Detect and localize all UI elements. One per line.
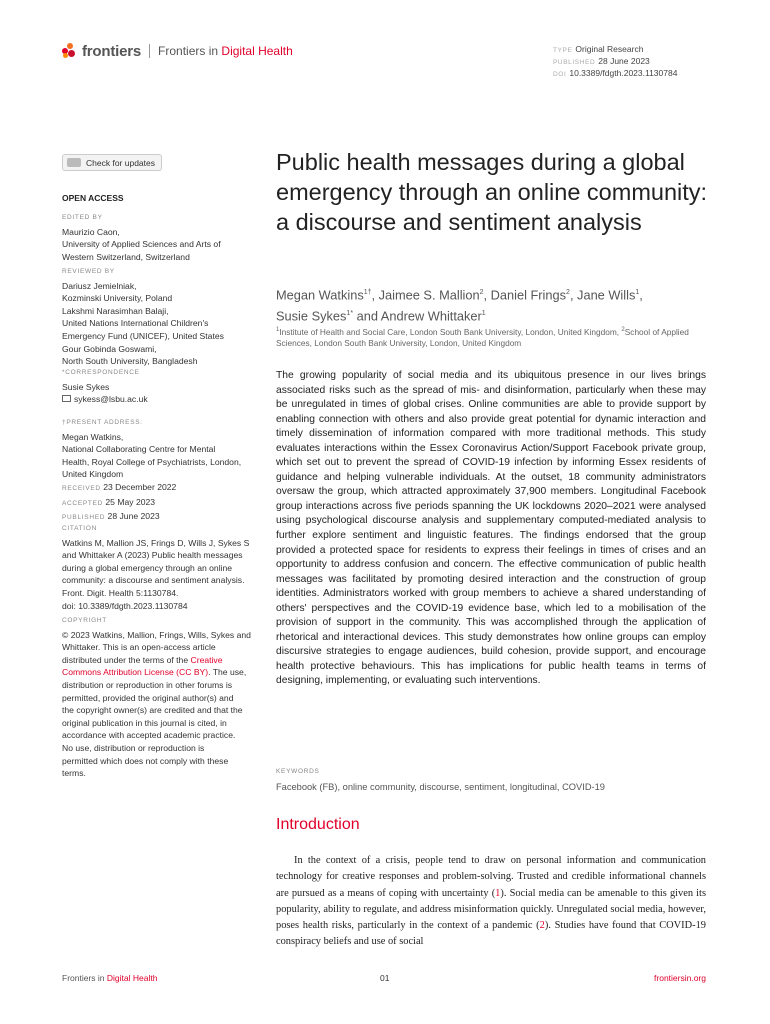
published-date: 28 June 2023 xyxy=(598,56,650,66)
author[interactable]: Megan Watkins xyxy=(276,287,364,303)
reviewed-by-section: REVIEWED BY Dariusz Jemielniak, Kozminski University, Poland Lakshmi Narasimhan Balaji, United Nations International Children's Emergency Fund (UNICEF), United States Gour Gobinda Goswami, North South University, Bangladesh xyxy=(62,268,224,367)
footer-journal: Frontiers in Digital Health xyxy=(62,973,158,983)
frontiers-logo-icon xyxy=(62,43,78,59)
affiliations: $^1$Institute of Health and Social Care, London South Bank University, London, United Kingdom, $^2$School of Applied Sciences, London South Bank University, London, United Kingdom xyxy=(276,326,689,349)
author[interactable]: , Daniel Frings xyxy=(483,287,567,303)
author[interactable]: , Jaimee S. Mallion xyxy=(371,287,480,303)
author-list: Megan Watkins$^{1\dagger}$, Jaimee S. Mallion$^2$, Daniel Frings$^2$, Jane Wills$^1$, Susie Sykes$^{1*}$ and Andrew Whittaker$^1$ xyxy=(276,287,643,324)
article-type: Original Research xyxy=(575,44,644,54)
article-title: Public health messages during a global emergency through an online community: a discourse and sentiment analysis xyxy=(276,149,708,235)
mail-icon xyxy=(62,395,71,402)
logo-divider xyxy=(149,44,150,58)
copyright-section: COPYRIGHT © 2023 Watkins, Mallion, Frings, Wills, Sykes and Whittaker. This is an open-access article distributed under the terms of the Creative Commons Attribution License (CC BY). The use, distribution or reproduction in other forums is permitted, provided the original author(s) and the copyright owner(s) are credited and that the original publication in this journal is cited, in accordance with accepted academic practice. No use, distribution or reproduction is permitted which does not comply with these terms. xyxy=(62,617,251,779)
brand-name: frontiers xyxy=(82,42,142,60)
reference-link[interactable]: 1 xyxy=(495,887,501,899)
license-link[interactable]: Creative xyxy=(190,654,223,665)
page-number: 01 xyxy=(380,973,390,983)
license-link-cont[interactable]: Commons Attribution License (CC BY) xyxy=(62,667,209,678)
keywords: Facebook (FB), online community, discourse, sentiment, longitudinal, COVID-19 xyxy=(276,782,605,792)
author[interactable]: , Jane Wills xyxy=(569,287,636,303)
citation-section: CITATION Watkins M, Mallion JS, Frings D, Wills J, Sykes S and Whittaker A (2023) Public health messages during a global emergency through an online community: a discourse and sentiment analysis. Front. Digit. Health 5:1130784. doi: 10.3389/fdgth.2023.1130784 xyxy=(62,525,250,611)
present-address-section: †PRESENT ADDRESS: Megan Watkins, National Collaborating Centre for Mental Health, Royal College of Psychiatrists, London, United Kingdom xyxy=(62,419,242,480)
frontiers-logo[interactable] xyxy=(62,42,293,60)
dates-section: RECEIVED 23 December 2022 ACCEPTED 25 May 2023 PUBLISHED 28 June 2023 xyxy=(62,482,177,522)
article-meta: TYPE Original Research PUBLISHED 28 June 2023 DOI 10.3389/fdgth.2023.1130784 xyxy=(553,44,678,78)
keywords-label: KEYWORDS xyxy=(276,768,320,775)
open-access-label: OPEN ACCESS xyxy=(62,193,124,203)
introduction-text: In the context of a crisis, people tend to draw on personal information and communication technology for creative responses and problem-solving. Trusted and credible informational channels are pursued as a means of coping with uncertainty (1). Social media can be amenable to this given its popularity, ability to regulate, and address misinformation quickly. Unregulated social media, however, poses health risks, particularly in the context of a pandemic (2). Studies have found that COVID-19 conspiracy beliefs and use of social xyxy=(276,855,706,948)
introduction-heading: Introduction xyxy=(276,816,360,833)
author[interactable]: and Andrew Whittaker xyxy=(353,308,482,324)
check-for-updates-button[interactable]: Check for updates xyxy=(62,154,162,171)
author[interactable]: Susie Sykes xyxy=(276,308,347,324)
correspondence-email[interactable]: sykess@lsbu.ac.uk xyxy=(62,393,262,406)
footer-site-link[interactable]: frontiersin.org xyxy=(654,973,706,983)
doi[interactable]: 10.3389/fdgth.2023.1130784 xyxy=(569,68,678,78)
correspondence-section: *CORRESPONDENCE Susie Sykes sykess@lsbu.ac.uk xyxy=(62,367,262,406)
edited-by-section: EDITED BY Maurizio Caon, University of Applied Sciences and Arts of Western Switzerland, Switzerland xyxy=(62,214,221,262)
abstract-text: The growing popularity of social media and its ubiquitous presence in our lives brings associated risks such as the spread of mis- and disinformation, particularly when these may be unregulated in times of global crises. Online communities are able to provide support by enabling connection with others and also provide great potential for dynamic interaction and timely dissemination of information compared with more traditional methods. This study evaluates interactions within the Essex Coronavirus Action/Support Facebook private group, which set out to prevent the spread of COVID-19 infection by informing Essex residents of guidance and helping vulnerable individuals. At the outset, 18 community administrators oversaw the group, which attracted approximately 37,900 members. Longitudinal Facebook group interactions across five periods spanning the UK lockdowns 2020–2021 were analysed using psychological discourse analysis and supplementary computed-mediated analysis to further explore sentiment and linguistic features. The findings endorsed that the group provided a protected space for residents to express their feelings in times of crises and an opportunity to address confusion and concern. The effective communication of public health messages was facilitated by promoting desired interaction and the construction of group identities. Administrators worked with group members to achieve a shared understanding of others' perspectives and the COVID-19 evidence base, which led to a mobilisation of the provision of support in the community. This was accomplished through the application of rhetorical and interactional devices. This study demonstrates how online groups can employ discursive strategies to engage audiences, build cohesion, provide support, and encourage health protective behaviours. This has implications for public health teams in terms of designing, implementing, or evaluating such interventions. xyxy=(276,370,706,687)
update-icon xyxy=(67,158,81,167)
journal-name: Frontiers in Digital Health xyxy=(158,44,293,58)
reference-link[interactable]: 2 xyxy=(539,920,545,931)
